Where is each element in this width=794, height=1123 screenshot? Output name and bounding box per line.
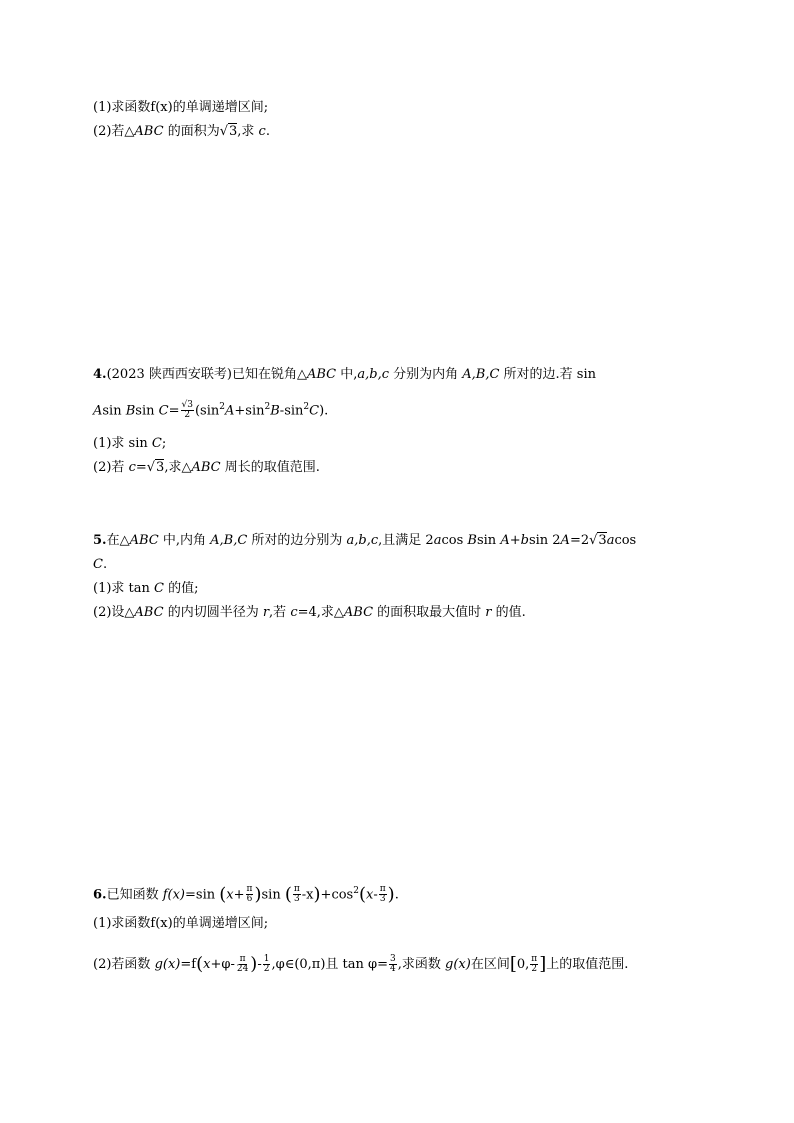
fraction-pi-over-3: $\frac{\pi}{3}$ [379,884,386,905]
problem-number: 6. [93,887,107,903]
problem-4-part-2: (2)若 c=√3,求△ABC 周长的取值范围. [93,460,320,475]
fraction-3-over-4: $\frac{3}{4}$ [390,954,396,974]
problem-6-stem: 6.已知函数 f(x)=sin (x+ $\frac{\pi}{6}$ )sin ( $\frac{\pi}{3}$ $-x)+\cos^2(x-$ $\frac{\pi}{3}$ ). [93,883,399,905]
problem-source: (2023 陕西西安联考) [106,367,232,382]
problem-5-stem-line-1: 5.在△ABC 中,内角 A,B,C 所对的边分别为 a,b,c,且满足 2acos Bsin A+bsin 2A=2√3acos [93,533,637,548]
sqrt-3: √3 [589,533,607,548]
problem-4-stem-line-2: Asin Bsin C= $\frac{√3}{2}$ $(\sin^2A+\sin^2B-\sin^2C)$. [93,400,329,421]
problem-number: 4. [93,367,107,382]
problem-5-stem-line-2: C. [93,557,108,572]
problem-5-part-2: (2)设△ABC 的内切圆半径为 r,若 c=4,求△ABC 的面积取最大值时 r 的值. [93,605,526,620]
sqrt-3: √3 [219,124,238,139]
problem-6-part-2: (2)若函数 g(x)=f(x+φ- $\frac{\pi}{24}$ )- $\frac{1}{2}$ ,φ∈(0,π)且 tan φ= $\frac{3}{4}$ ,求函数 g(x)在区间[0, $\frac{\pi}{2}$ ]上的取值范围. [93,953,629,975]
problem-4-part-1: (1)求 sin C; [93,436,167,451]
problem-3-part-1: (1)求函数f(x)的单调递增区间; [93,100,269,115]
sqrt-3: √3 [146,460,165,475]
fraction-1-over-2: $\frac{1}{2}$ [263,954,270,974]
fraction-pi-over-6: $\frac{\pi}{6}$ [246,884,253,905]
problem-6-part-1: (1)求函数f(x)的单调递增区间; [93,916,269,931]
fraction-pi-over-3: $\frac{\pi}{3}$ [293,884,300,905]
fraction-pi-over-24: $\frac{\pi}{24}$ [236,954,249,974]
problem-3-part-2: (2)若△ABC 的面积为√3,求 c. [93,124,270,139]
fraction-pi-over-2: $\frac{\pi}{2}$ [531,954,538,974]
problem-4-stem-line-1: 4.(2023 陕西西安联考)已知在锐角△ABC 中,a,b,c 分别为内角 A,B,C 所对的边.若 sin [93,367,597,382]
fraction-sqrt3-over-2: $\frac{√3}{2}$ [181,400,193,421]
problem-number: 5. [93,533,107,548]
problem-5-part-1: (1)求 tan C 的值; [93,581,199,596]
